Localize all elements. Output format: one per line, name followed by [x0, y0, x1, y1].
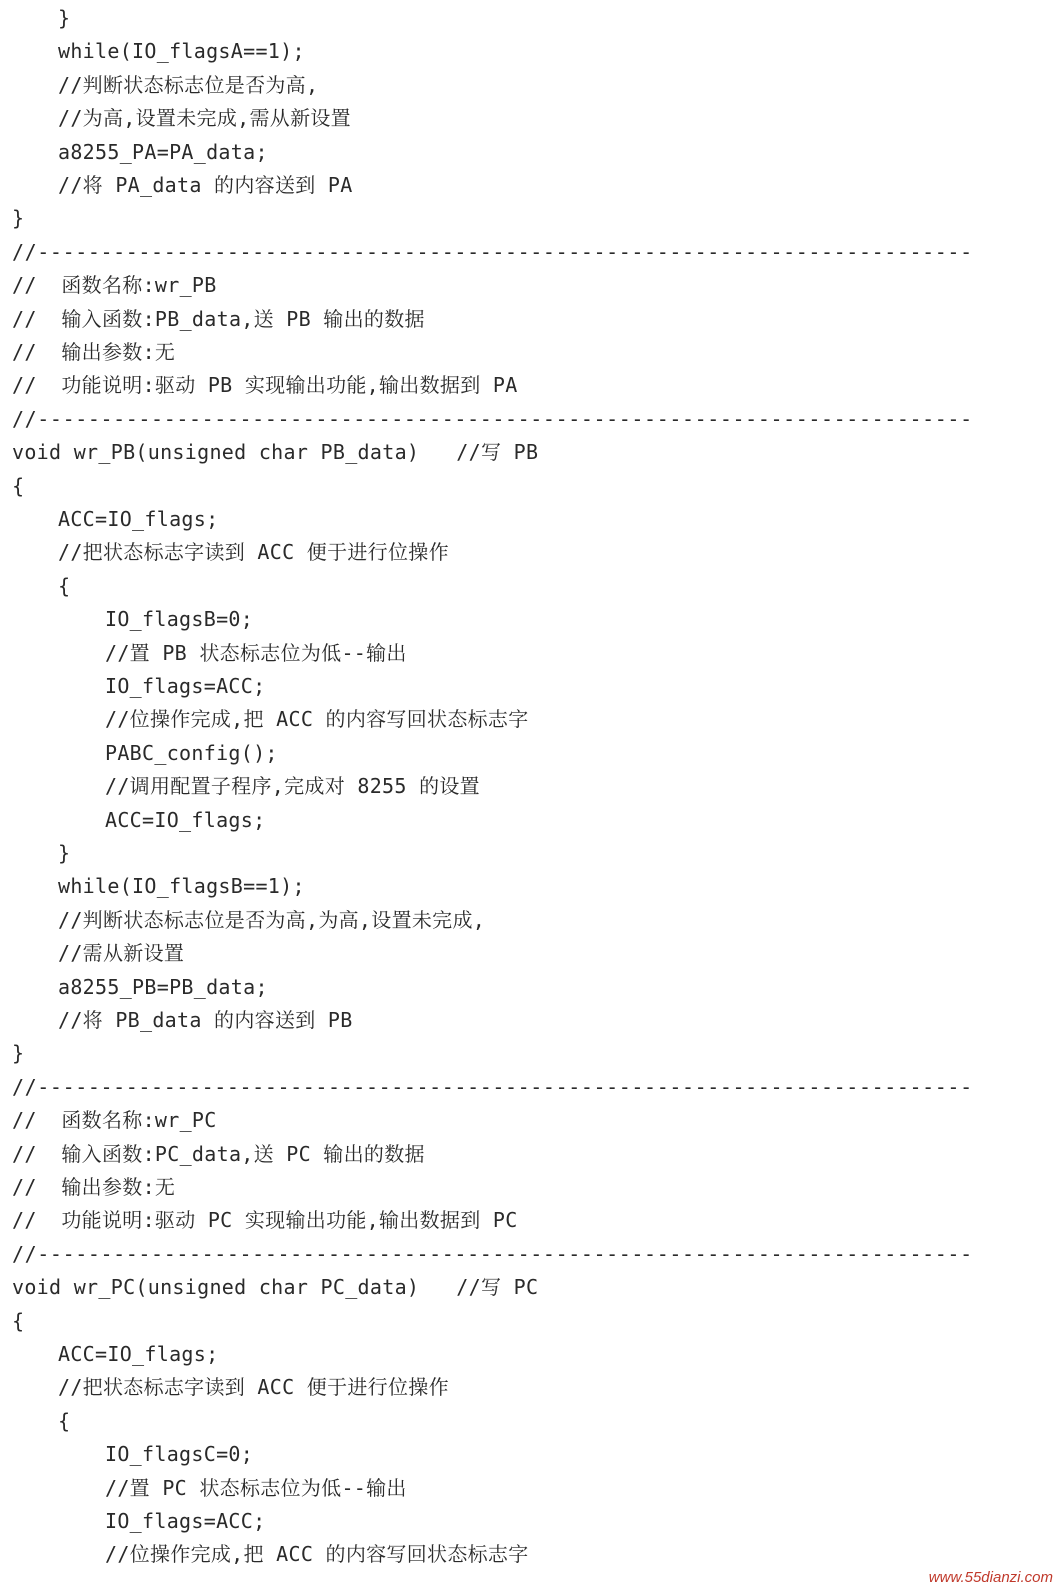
code-line: IO_flags=ACC; — [105, 1509, 266, 1533]
code-line: // 功能说明:驱动 PB 实现输出功能,输出数据到 PA — [12, 373, 518, 398]
code-line: // 功能说明:驱动 PC 实现输出功能,输出数据到 PC — [12, 1208, 518, 1233]
site-watermark: www.55dianzi.com — [928, 1569, 1053, 1586]
code-line: //置 PC 状态标志位为低--输出 — [105, 1475, 407, 1500]
code-line: //将 PB_data 的内容送到 PB — [58, 1008, 353, 1032]
code-line: void wr_PC(unsigned char PC_data) //写 PC — [12, 1275, 539, 1300]
code-line: //位操作完成,把 ACC 的内容写回状态标志字 — [105, 707, 529, 732]
code-line: { — [58, 573, 71, 598]
code-line: while(IO_flagsB==1); — [58, 874, 305, 899]
code-line: } — [12, 1041, 25, 1066]
code-line: { — [58, 1408, 71, 1433]
code-line: //判断状态标志位是否为高,为高,设置未完成, — [58, 907, 486, 932]
code-line: while(IO_flagsA==1); — [58, 39, 305, 64]
code-line: //为高,设置未完成,需从新设置 — [58, 106, 351, 131]
code-line: ACC=IO_flags; — [58, 507, 219, 531]
code-line: //位操作完成,把 ACC 的内容写回状态标志字 — [105, 1542, 529, 1567]
code-line: // 输入函数:PC_data,送 PC 输出的数据 — [12, 1141, 425, 1166]
code-line: // 输入函数:PB_data,送 PB 输出的数据 — [12, 306, 425, 331]
separator-line: //-------------------------------------------------------------------------- — [12, 1074, 973, 1099]
code-line: ACC=IO_flags; — [105, 807, 266, 832]
code-line: //置 PB 状态标志位为低--输出 — [105, 640, 407, 665]
code-line: { — [12, 473, 25, 498]
code-line: // 输出参数:无 — [12, 1175, 176, 1199]
separator-line: //-------------------------------------------------------------------------- — [12, 1241, 973, 1266]
code-line: // 输出参数:无 — [12, 340, 176, 364]
code-line: a8255_PB=PB_data; — [58, 974, 268, 999]
code-line: void wr_PB(unsigned char PB_data) //写 PB — [12, 440, 539, 465]
code-line: PABC_config(); — [105, 740, 278, 765]
code-line: //把状态标志字读到 ACC 便于进行位操作 — [58, 540, 449, 565]
code-line: //将 PA_data 的内容送到 PA — [58, 173, 353, 197]
code-line: IO_flagsC=0; — [105, 1442, 254, 1467]
separator-line: //-------------------------------------------------------------------------- — [12, 406, 973, 431]
code-line: } — [58, 6, 71, 30]
code-line: { — [12, 1308, 25, 1333]
code-line: a8255_PA=PA_data; — [58, 139, 268, 164]
code-line: //判断状态标志位是否为高, — [58, 72, 319, 97]
code-line: // 函数名称:wr_PC — [12, 1108, 217, 1133]
code-line: //需从新设置 — [58, 941, 185, 966]
code-line: IO_flags=ACC; — [105, 674, 266, 698]
code-line: // 函数名称:wr_PB — [12, 273, 217, 298]
code-line: } — [58, 841, 71, 865]
code-line: IO_flagsB=0; — [105, 607, 254, 632]
separator-line: //-------------------------------------------------------------------------- — [12, 239, 973, 264]
code-line: //调用配置子程序,完成对 8255 的设置 — [105, 774, 480, 799]
code-line: //把状态标志字读到 ACC 便于进行位操作 — [58, 1375, 449, 1400]
code-line: } — [12, 206, 25, 231]
code-line: ACC=IO_flags; — [58, 1342, 219, 1366]
